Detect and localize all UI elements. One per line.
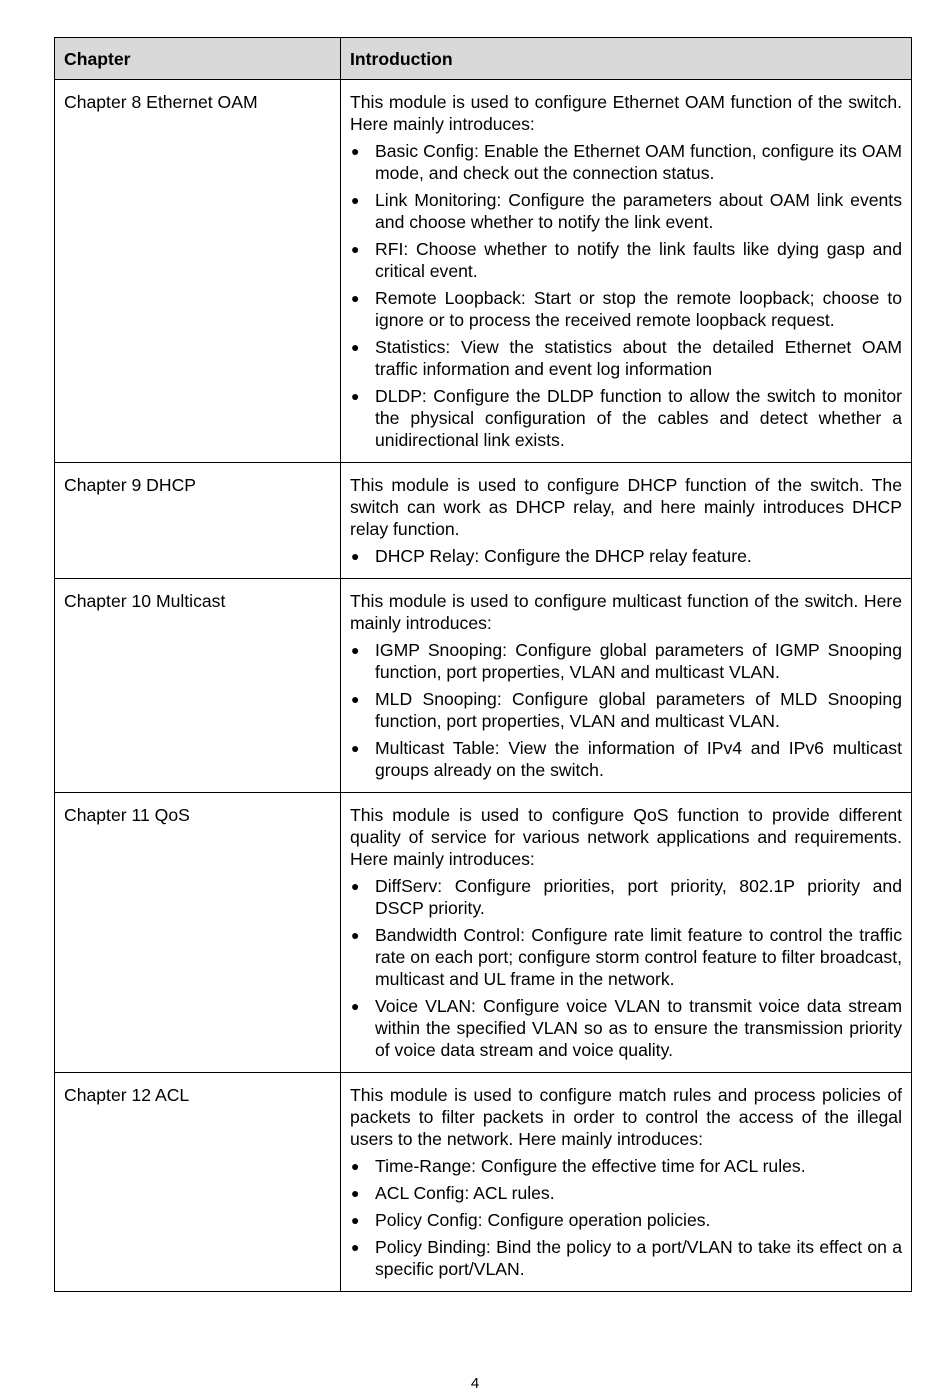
list-item-text: ACL Config: ACL rules. <box>375 1183 555 1203</box>
table-row <box>55 463 912 579</box>
list-item <box>350 737 902 781</box>
list-item-text: RFI: Choose whether to notify the link faults like dying gasp and critical event. <box>375 239 902 281</box>
feature-list <box>350 140 902 451</box>
list-item-text: Remote Loopback: Start or stop the remote loopback; choose to ignore or to process the received remote loopback request. <box>375 288 902 330</box>
bullet-icon: ● <box>351 1239 360 1255</box>
bullet-icon: ● <box>351 642 360 658</box>
list-item-text: DiffServ: Configure priorities, port priority, 802.1P priority and DSCP priority. <box>375 876 902 918</box>
list-item <box>350 995 902 1061</box>
introduction-cell <box>341 463 912 579</box>
bullet-icon: ● <box>351 548 360 564</box>
column-header-introduction: Introduction <box>341 38 912 80</box>
bullet-icon: ● <box>351 388 360 404</box>
list-item <box>350 238 902 282</box>
chapter-cell: Chapter 8 Ethernet OAM <box>55 80 341 463</box>
introduction-text: This module is used to configure multicast function of the switch. Here mainly introduces: <box>350 591 902 633</box>
list-item-text: IGMP Snooping: Configure global parameters of IGMP Snooping function, port properties, VLAN and multicast VLAN. <box>375 640 902 682</box>
list-item <box>350 924 902 990</box>
list-item-text: DHCP Relay: Configure the DHCP relay feature. <box>375 546 752 566</box>
bullet-icon: ● <box>351 691 360 707</box>
list-item <box>350 336 902 380</box>
list-item-text: Basic Config: Enable the Ethernet OAM function, configure its OAM mode, and check out the connection status. <box>375 141 902 183</box>
page-number: 4 <box>470 1375 480 1392</box>
chapter-cell: Chapter 12 ACL <box>55 1073 341 1292</box>
table-row <box>55 80 912 463</box>
list-item-text: Time-Range: Configure the effective time for ACL rules. <box>375 1156 806 1176</box>
list-item <box>350 639 902 683</box>
list-item <box>350 688 902 732</box>
introduction-cell <box>341 80 912 463</box>
introduction-cell <box>341 793 912 1073</box>
introduction-text: This module is used to configure QoS function to provide different quality of service for various network applications and requirements. Here mainly introduces: <box>350 805 902 869</box>
list-item-text: MLD Snooping: Configure global parameters of MLD Snooping function, port properties, VLAN and multicast VLAN. <box>375 689 902 731</box>
bullet-icon: ● <box>351 1212 360 1228</box>
chapter-table <box>54 37 912 1292</box>
list-item-text: Voice VLAN: Configure voice VLAN to transmit voice data stream within the specified VLAN so as to ensure the transmission priority of voice data stream and voice quality. <box>375 996 902 1060</box>
table-row <box>55 793 912 1073</box>
list-item <box>350 385 902 451</box>
chapter-cell: Chapter 10 Multicast <box>55 579 341 793</box>
list-item <box>350 1236 902 1280</box>
bullet-icon: ● <box>351 192 360 208</box>
list-item-text: Statistics: View the statistics about the detailed Ethernet OAM traffic information and event log information <box>375 337 902 379</box>
list-item <box>350 1209 902 1231</box>
introduction-text: This module is used to configure match rules and process policies of packets to filter packets in order to control the access of the illegal users to the network. Here mainly introduces: <box>350 1085 902 1149</box>
chapter-cell: Chapter 9 DHCP <box>55 463 341 579</box>
bullet-icon: ● <box>351 878 360 894</box>
table-body <box>55 80 912 1292</box>
list-item <box>350 140 902 184</box>
table-header-row <box>55 38 912 80</box>
list-item <box>350 875 902 919</box>
bullet-icon: ● <box>351 143 360 159</box>
bullet-icon: ● <box>351 1158 360 1174</box>
column-header-chapter: Chapter <box>55 38 341 80</box>
list-item-text: DLDP: Configure the DLDP function to allow the switch to monitor the physical configuration of the cables and detect whether a unidirectional link exists. <box>375 386 902 450</box>
introduction-text: This module is used to configure Ethernet OAM function of the switch. Here mainly introduces: <box>350 92 902 134</box>
introduction-cell <box>341 1073 912 1292</box>
feature-list <box>350 545 902 567</box>
bullet-icon: ● <box>351 998 360 1014</box>
bullet-icon: ● <box>351 927 360 943</box>
introduction-cell <box>341 579 912 793</box>
bullet-icon: ● <box>351 740 360 756</box>
table-row <box>55 579 912 793</box>
list-item <box>350 545 902 567</box>
bullet-icon: ● <box>351 1185 360 1201</box>
bullet-icon: ● <box>351 339 360 355</box>
table-row <box>55 1073 912 1292</box>
bullet-icon: ● <box>351 290 360 306</box>
feature-list <box>350 875 902 1061</box>
list-item <box>350 287 902 331</box>
list-item <box>350 189 902 233</box>
feature-list <box>350 639 902 781</box>
list-item-text: Multicast Table: View the information of IPv4 and IPv6 multicast groups already on the switch. <box>375 738 902 780</box>
list-item <box>350 1155 902 1177</box>
list-item-text: Link Monitoring: Configure the parameters about OAM link events and choose whether to notify the link event. <box>375 190 902 232</box>
introduction-text: This module is used to configure DHCP function of the switch. The switch can work as DHCP relay, and here mainly introduces DHCP relay function. <box>350 475 902 539</box>
feature-list <box>350 1155 902 1280</box>
list-item <box>350 1182 902 1204</box>
bullet-icon: ● <box>351 241 360 257</box>
chapter-cell: Chapter 11 QoS <box>55 793 341 1073</box>
list-item-text: Policy Config: Configure operation policies. <box>375 1210 711 1230</box>
list-item-text: Policy Binding: Bind the policy to a port/VLAN to take its effect on a specific port/VLAN. <box>375 1237 902 1279</box>
list-item-text: Bandwidth Control: Configure rate limit feature to control the traffic rate on each port; configure storm control feature to filter broadcast, multicast and UL frame in the network. <box>375 925 902 989</box>
